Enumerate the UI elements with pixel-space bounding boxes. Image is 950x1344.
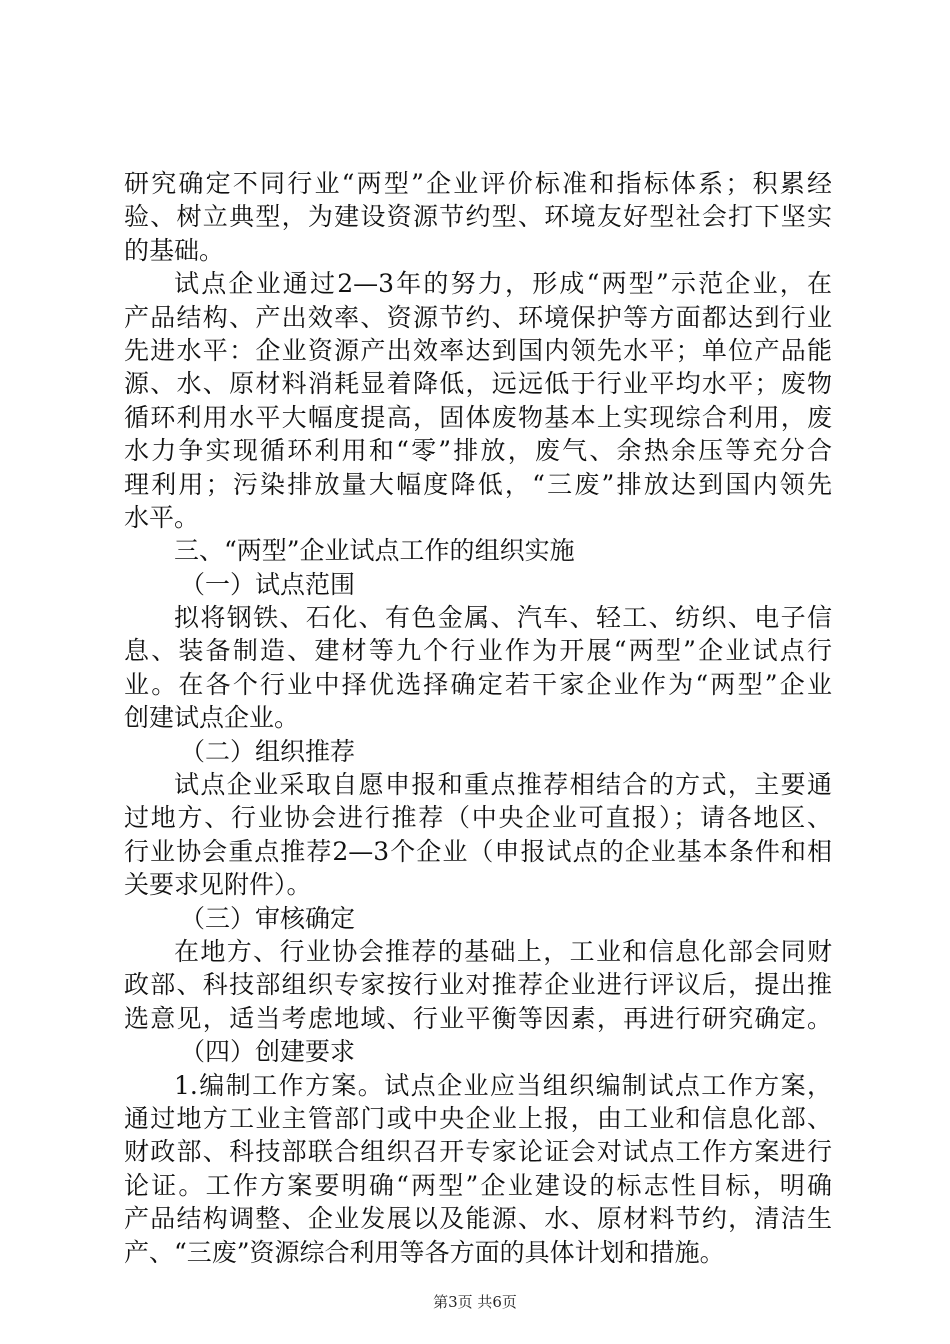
text-line: 水平。 [124,502,200,532]
text-line: （一）试点范围 [180,569,356,599]
text-line: 理利用；污染排放量大幅度降低，“三废”排放达到国内领先 [124,469,832,499]
text-line: （二）组织推荐 [180,736,356,766]
text-line: 论证。工作方案要明确“两型”企业建设的标志性目标，明确 [124,1170,832,1200]
document-body [124,167,832,1269]
text-line: 试点企业通过2—3年的努力，形成“两型”示范企业，在 [174,269,832,299]
text-line: 关要求见附件）。 [124,870,312,900]
text-line: 验、树立典型，为建设资源节约型、环境友好型社会打下坚实 [124,202,832,232]
page-footer: 第3页 共6页 [433,1293,517,1311]
text-line: 过地方、行业协会进行推荐（中央企业可直报）；请各地区、 [124,803,832,833]
text-line: 财政部、科技部联合组织召开专家论证会对试点工作方案进行 [124,1137,832,1167]
text-line: 源、水、原材料消耗显着降低，远远低于行业平均水平；废物 [124,369,832,399]
text-line: 业。在各个行业中择优选择确定若干家企业作为“两型”企业 [124,669,832,699]
text-line: （四）创建要求 [180,1037,356,1067]
text-line: 选意见，适当考虑地域、行业平衡等因素，再进行研究确定。 [124,1003,832,1033]
text-line: 行业协会重点推荐2—3个企业（申报试点的企业基本条件和相 [124,836,832,866]
text-line: 研究确定不同行业“两型”企业评价标准和指标体系；积累经 [124,169,832,198]
text-line: 息、装备制造、建材等九个行业作为开展“两型”企业试点行 [124,636,832,666]
text-line: 产品结构调整、企业发展以及能源、水、原材料节约，清洁生 [124,1204,832,1234]
text-line: （三）审核确定 [180,903,356,933]
text-line: 创建试点企业。 [124,703,300,733]
text-line: 产、“三废”资源综合利用等各方面的具体计划和措施。 [124,1237,725,1267]
text-line: 政部、科技部组织专家按行业对推荐企业进行评议后，提出推 [124,970,832,1000]
text-line: 试点企业采取自愿申报和重点推荐相结合的方式，主要通 [174,770,832,800]
text-line: 拟将钢铁、石化、有色金属、汽车、轻工、纺织、电子信 [174,603,832,633]
text-line: 在地方、行业协会推荐的基础上，工业和信息化部会同财 [174,936,832,966]
text-line: 先进水平：企业资源产出效率达到国内领先水平；单位产品能 [124,335,832,365]
text-line: 循环利用水平大幅度提高，固体废物基本上实现综合利用，废 [124,402,832,432]
text-line: 水力争实现循环利用和“零”排放，废气、余热余压等充分合 [124,436,832,466]
text-line: 产品结构、产出效率、资源节约、环境保护等方面都达到行业 [124,302,832,332]
text-line: 的基础。 [124,235,225,265]
text-line: 1.编制工作方案。试点企业应当组织编制试点工作方案， [174,1070,832,1100]
text-line: 通过地方工业主管部门或中央企业上报，由工业和信息化部、 [124,1103,832,1133]
text-line: 三、“两型”企业试点工作的组织实施 [174,536,575,566]
